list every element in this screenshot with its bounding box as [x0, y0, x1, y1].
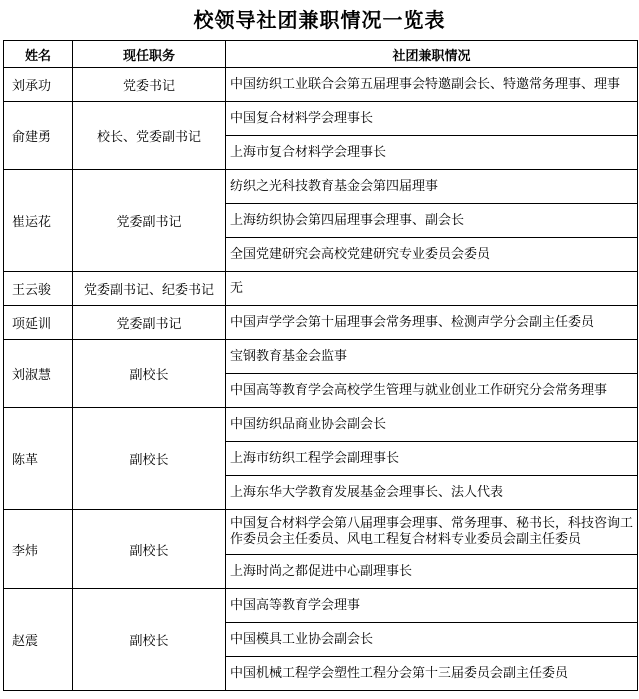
leader-position: 副校长 [73, 408, 226, 510]
society-role: 上海市复合材料学会理事长 [226, 136, 638, 170]
leader-position: 副校长 [73, 510, 226, 589]
table-row [4, 170, 638, 204]
table-row [4, 306, 638, 340]
leader-position: 党委书记 [73, 68, 226, 102]
society-role: 全国党建研究会高校党建研究专业委员会委员 [226, 238, 638, 272]
society-role: 上海纺织协会第四届理事会理事、副会长 [226, 204, 638, 238]
leader-position: 副校长 [73, 340, 226, 408]
society-role: 上海时尚之都促进中心副理事长 [226, 555, 638, 589]
leader-position: 党委副书记、纪委书记 [73, 272, 226, 306]
society-role: 中国复合材料学会第八届理事会理事、常务理事、秘书长，科技咨询工作委员会主任委员、风电工程复合材料专业委员会副主任委员 [226, 510, 638, 555]
header-position: 现任职务 [73, 41, 226, 68]
leader-name: 李炜 [4, 510, 73, 589]
society-role: 宝钢教育基金会监事 [226, 340, 638, 374]
leader-name: 刘淑慧 [4, 340, 73, 408]
table-row [4, 102, 638, 136]
table-row [4, 340, 638, 374]
leaders-table [3, 40, 638, 691]
leader-name: 崔运花 [4, 170, 73, 272]
leader-position: 党委副书记 [73, 170, 226, 272]
leader-position: 党委副书记 [73, 306, 226, 340]
table-row [4, 272, 638, 306]
table-row [4, 510, 638, 555]
society-role: 无 [226, 272, 638, 306]
society-role: 中国纺织工业联合会第五届理事会特邀副会长、特邀常务理事、理事 [226, 68, 638, 102]
leader-name: 赵震 [4, 589, 73, 691]
table-row [4, 68, 638, 102]
table-header-row [4, 41, 638, 68]
header-society: 社团兼职情况 [226, 41, 638, 68]
society-role: 中国机械工程学会塑性工程分会第十三届委员会副主任委员 [226, 657, 638, 691]
leader-name: 项延训 [4, 306, 73, 340]
society-role: 中国纺织品商业协会副会长 [226, 408, 638, 442]
society-role: 中国高等教育学会高校学生管理与就业创业工作研究分会常务理事 [226, 374, 638, 408]
table-row [4, 408, 638, 442]
leader-name: 刘承功 [4, 68, 73, 102]
leader-name: 陈革 [4, 408, 73, 510]
leader-position: 副校长 [73, 589, 226, 691]
page-title: 校领导社团兼职情况一览表 [193, 8, 446, 32]
society-role: 中国声学学会第十届理事会常务理事、检测声学分会副主任委员 [226, 306, 638, 340]
society-role: 上海市纺织工程学会副理事长 [226, 442, 638, 476]
table-body [4, 68, 638, 691]
leader-name: 王云骏 [4, 272, 73, 306]
society-role: 上海东华大学教育发展基金会理事长、法人代表 [226, 476, 638, 510]
society-role: 中国模具工业协会副会长 [226, 623, 638, 657]
leader-name: 俞建勇 [4, 102, 73, 170]
society-role: 中国高等教育学会理事 [226, 589, 638, 623]
society-role: 中国复合材料学会理事长 [226, 102, 638, 136]
table-row [4, 589, 638, 623]
header-name: 姓名 [4, 41, 73, 68]
leader-position: 校长、党委副书记 [73, 102, 226, 170]
society-role: 纺织之光科技教育基金会第四届理事 [226, 170, 638, 204]
